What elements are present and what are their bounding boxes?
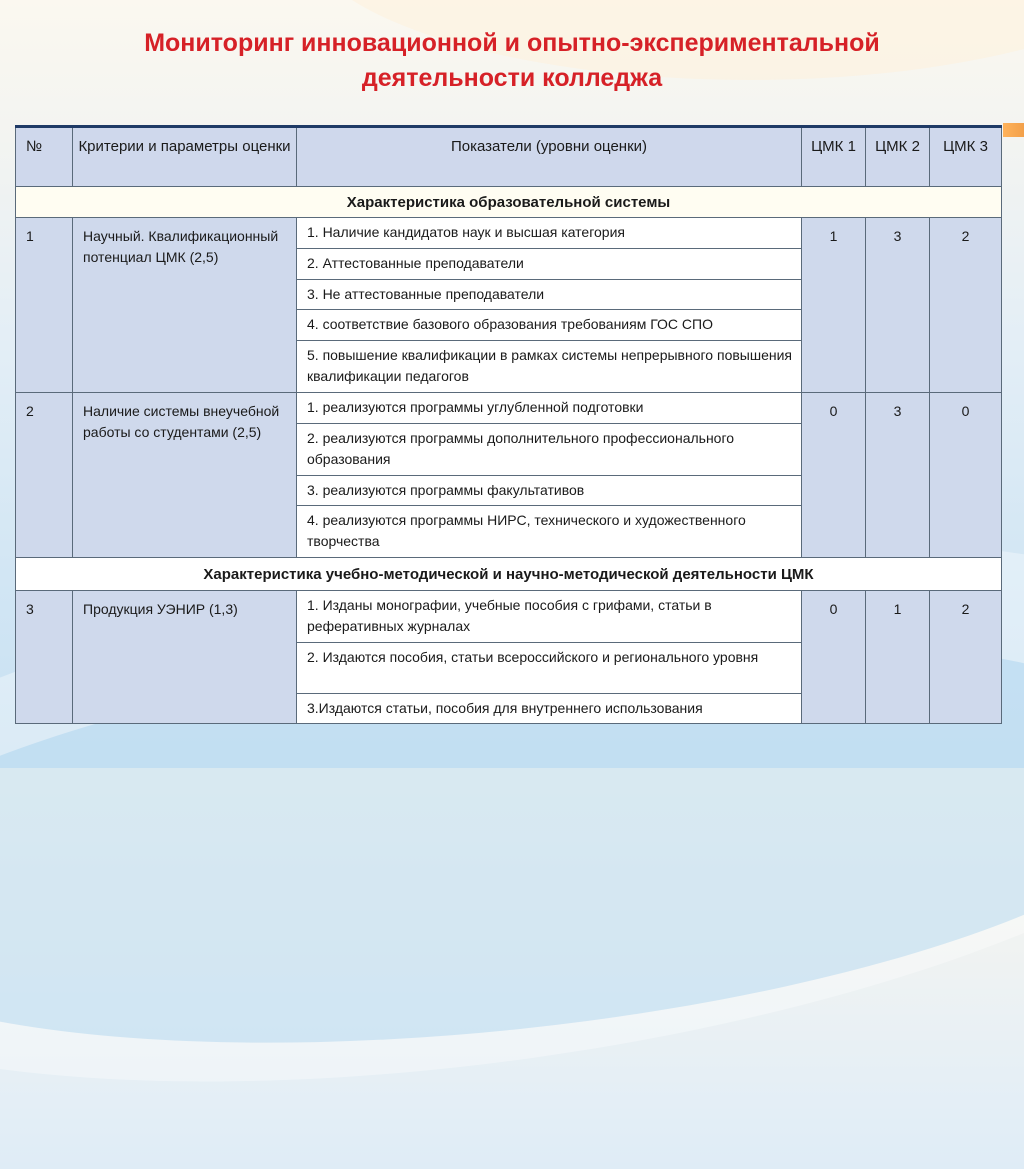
cmk3-value: 2 <box>930 218 1002 393</box>
indicator-cell: 4. соответствие базового образования требованиям ГОС СПО <box>297 310 802 341</box>
row-number: 2 <box>16 393 73 558</box>
indicator-cell: 5. повышение квалификации в рамках системы непрерывного повышения квалификации педагогов <box>297 341 802 393</box>
cmk3-value: 2 <box>930 591 1002 724</box>
table-header-row <box>16 127 1002 187</box>
section-title: Характеристика образовательной системы <box>16 187 1002 218</box>
indicator-cell: 1. Изданы монографии, учебные пособия с грифами, статьи в реферативных журналах <box>297 591 802 643</box>
indicator-cell: 2. реализуются программы дополнительного профессионального образования <box>297 424 802 476</box>
section-row <box>16 187 1002 218</box>
indicator-cell: 1. реализуются программы углубленной подготовки <box>297 393 802 424</box>
table-row <box>16 393 1002 424</box>
header-cmk2: ЦМК 2 <box>866 127 930 187</box>
cmk2-value: 1 <box>866 591 930 724</box>
row-number: 1 <box>16 218 73 393</box>
monitoring-table <box>15 125 1002 724</box>
cmk2-value: 3 <box>866 218 930 393</box>
header-cmk3: ЦМК 3 <box>930 127 1002 187</box>
header-num: № <box>16 127 73 187</box>
section-title: Характеристика учебно-методической и научно-методической деятельности ЦМК <box>16 558 1002 591</box>
cmk1-value: 0 <box>802 591 866 724</box>
cmk1-value: 0 <box>802 393 866 558</box>
section-row <box>16 558 1002 591</box>
indicator-cell: 3. Не аттестованные преподаватели <box>297 280 802 310</box>
criteria-cell: Наличие системы внеучебной работы со студентами (2,5) <box>73 393 297 558</box>
table-row <box>16 218 1002 249</box>
header-criteria: Критерии и параметры оценки <box>73 127 297 187</box>
row-number: 3 <box>16 591 73 724</box>
accent-bar <box>1003 123 1024 137</box>
indicator-cell: 2. Издаются пособия, статьи всероссийского и регионального уровня <box>297 643 802 694</box>
cmk3-value: 0 <box>930 393 1002 558</box>
indicator-cell: 4. реализуются программы НИРС, технического и художественного творчества <box>297 506 802 558</box>
cmk2-value: 3 <box>866 393 930 558</box>
table-row <box>16 591 1002 643</box>
indicator-cell: 1. Наличие кандидатов наук и высшая категория <box>297 218 802 249</box>
criteria-cell: Научный. Квалификационный потенциал ЦМК (2,5) <box>73 218 297 393</box>
page-title <box>0 26 1024 96</box>
indicator-cell: 2. Аттестованные преподаватели <box>297 249 802 280</box>
indicator-cell: 3.Издаются статьи, пособия для внутреннего использования <box>297 694 802 724</box>
cmk1-value: 1 <box>802 218 866 393</box>
title-line-2: деятельности колледжа <box>361 64 663 92</box>
header-cmk1: ЦМК 1 <box>802 127 866 187</box>
criteria-cell: Продукция УЭНИР (1,3) <box>73 591 297 724</box>
title-line-1: Мониторинг инновационной и опытно-экспериментальной <box>144 29 880 57</box>
header-indicators: Показатели (уровни оценки) <box>297 127 802 187</box>
indicator-cell: 3. реализуются программы факультативов <box>297 476 802 506</box>
